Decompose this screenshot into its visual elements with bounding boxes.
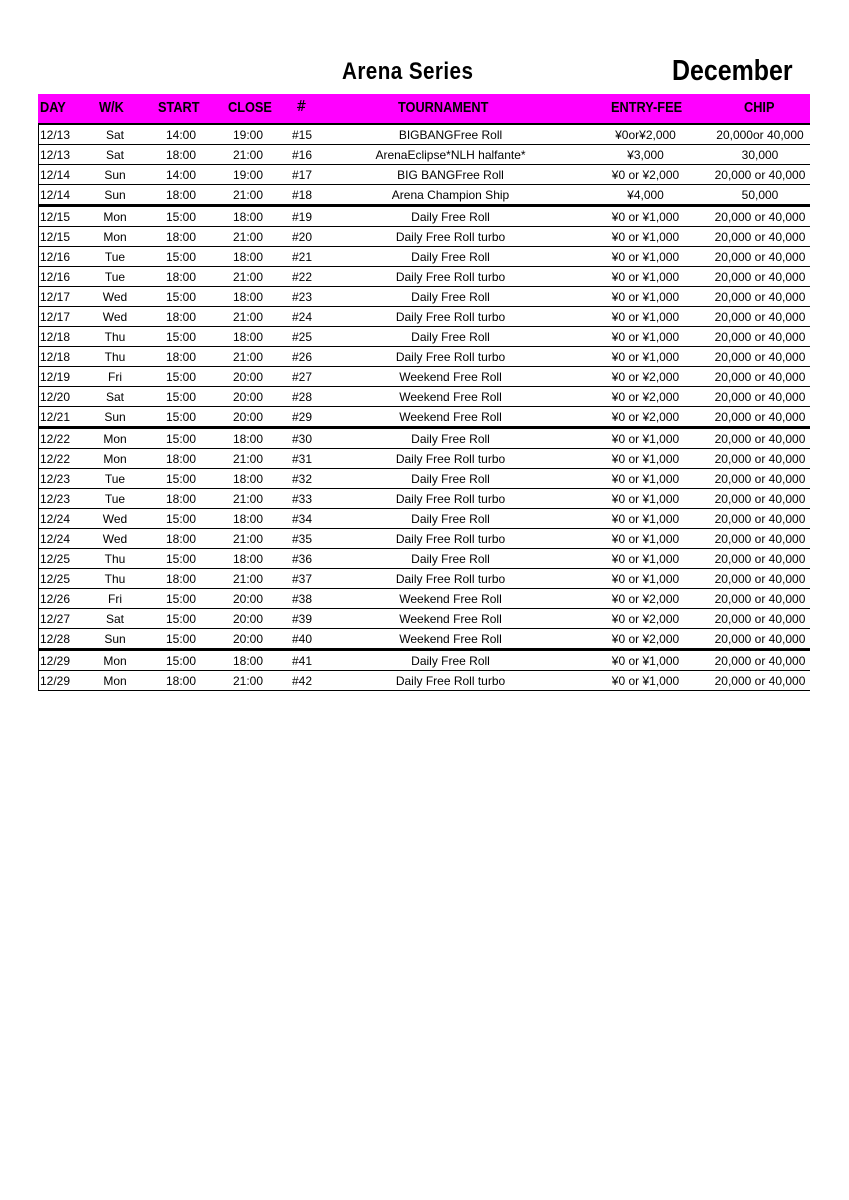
cell-tournament: Daily Free Roll: [411, 290, 490, 304]
cell-number: #15: [292, 128, 313, 142]
cell-tournament: Daily Free Roll: [411, 432, 490, 446]
cell-start: 15:00: [165, 632, 197, 646]
cell-tournament: BIG BANGFree Roll: [397, 168, 504, 182]
cell-tournament: BIGBANGFree Roll: [398, 128, 503, 142]
cell-day: 12/14: [40, 168, 71, 182]
cell-entry-fee: ¥0 or ¥1,000: [611, 290, 680, 304]
cell-tournament: Daily Free Roll: [411, 654, 490, 668]
cell-entry-fee: ¥0 or ¥1,000: [611, 552, 680, 566]
cell-chip: 20,000 or 40,000: [714, 370, 806, 384]
cell-chip: 20,000 or 40,000: [714, 390, 806, 404]
cell-close: 18:00: [232, 250, 264, 264]
table-row: [38, 651, 810, 671]
cell-close: 21:00: [232, 230, 264, 244]
cell-chip: 20,000 or 40,000: [714, 512, 806, 526]
cell-start: 15:00: [165, 472, 197, 486]
cell-entry-fee: ¥0 or ¥1,000: [611, 432, 680, 446]
cell-number: #19: [292, 210, 313, 224]
cell-close: 18:00: [232, 552, 264, 566]
table-row: [38, 227, 810, 247]
cell-entry-fee: ¥0 or ¥1,000: [611, 350, 680, 364]
table-body: [38, 125, 810, 691]
cell-start: 18:00: [165, 310, 197, 324]
cell-start: 15:00: [165, 512, 197, 526]
table-row: [38, 629, 810, 651]
table-row: [38, 307, 810, 327]
cell-chip: 20,000 or 40,000: [714, 674, 806, 688]
table-row: [38, 429, 810, 449]
cell-day: 12/13: [40, 148, 71, 162]
cell-tournament: Weekend Free Roll: [399, 632, 502, 646]
cell-number: #26: [292, 350, 313, 364]
cell-start: 18:00: [165, 188, 197, 202]
cell-start: 18:00: [165, 674, 197, 688]
header-chip: CHIP: [744, 99, 775, 116]
cell-chip: 20,000 or 40,000: [714, 612, 806, 626]
cell-day: 12/24: [40, 512, 71, 526]
cell-close: 21:00: [232, 572, 264, 586]
cell-day: 12/26: [40, 592, 71, 606]
cell-weekday: Mon: [103, 452, 127, 466]
cell-entry-fee: ¥0or¥2,000: [615, 128, 676, 142]
table-row: [38, 469, 810, 489]
table-row: [38, 247, 810, 267]
cell-chip: 20,000or 40,000: [716, 128, 804, 142]
table-row: [38, 449, 810, 469]
header-number: #: [296, 97, 307, 115]
cell-weekday: Wed: [102, 290, 128, 304]
cell-chip: 20,000 or 40,000: [714, 654, 806, 668]
cell-chip: 30,000: [741, 148, 779, 162]
table-row: [38, 125, 810, 145]
table-row: [38, 267, 810, 287]
cell-close: 20:00: [232, 592, 264, 606]
cell-weekday: Sat: [105, 148, 124, 162]
cell-number: #35: [292, 532, 313, 546]
cell-number: #42: [292, 674, 313, 688]
cell-number: #25: [292, 330, 313, 344]
cell-number: #20: [292, 230, 313, 244]
header-tournament: TOURNAMENT: [398, 99, 489, 116]
cell-weekday: Wed: [102, 310, 128, 324]
cell-close: 18:00: [232, 654, 264, 668]
cell-tournament: Daily Free Roll: [411, 330, 490, 344]
table-row: [38, 145, 810, 165]
cell-chip: 50,000: [741, 188, 779, 202]
cell-weekday: Mon: [103, 654, 127, 668]
cell-close: 21:00: [232, 532, 264, 546]
cell-entry-fee: ¥0 or ¥1,000: [611, 250, 680, 264]
cell-chip: 20,000 or 40,000: [714, 410, 806, 424]
table-row: [38, 185, 810, 207]
cell-start: 15:00: [165, 250, 197, 264]
schedule-table: [38, 94, 810, 691]
cell-weekday: Mon: [103, 674, 127, 688]
cell-weekday: Wed: [102, 512, 128, 526]
cell-start: 15:00: [165, 612, 197, 626]
cell-start: 15:00: [165, 410, 197, 424]
cell-chip: 20,000 or 40,000: [714, 168, 806, 182]
table-row: [38, 407, 810, 429]
table-row: [38, 165, 810, 185]
cell-number: #40: [292, 632, 313, 646]
cell-chip: 20,000 or 40,000: [714, 250, 806, 264]
cell-close: 20:00: [232, 632, 264, 646]
cell-number: #23: [292, 290, 313, 304]
cell-weekday: Tue: [104, 492, 126, 506]
cell-tournament: Weekend Free Roll: [399, 612, 502, 626]
cell-weekday: Mon: [103, 230, 127, 244]
cell-day: 12/19: [40, 370, 71, 384]
table-row: [38, 489, 810, 509]
cell-weekday: Tue: [104, 250, 126, 264]
cell-close: 20:00: [232, 390, 264, 404]
cell-entry-fee: ¥0 or ¥1,000: [611, 310, 680, 324]
cell-tournament: Daily Free Roll: [411, 210, 490, 224]
cell-tournament: Daily Free Roll turbo: [395, 532, 506, 546]
table-row: [38, 549, 810, 569]
cell-start: 18:00: [165, 148, 197, 162]
cell-day: 12/16: [40, 250, 71, 264]
cell-chip: 20,000 or 40,000: [714, 452, 806, 466]
cell-weekday: Fri: [108, 592, 122, 606]
cell-close: 18:00: [232, 330, 264, 344]
cell-day: 12/22: [40, 452, 71, 466]
cell-close: 19:00: [232, 168, 264, 182]
cell-day: 12/21: [40, 410, 71, 424]
table-row: [38, 367, 810, 387]
cell-entry-fee: ¥0 or ¥1,000: [611, 210, 680, 224]
cell-weekday: Sun: [104, 188, 126, 202]
cell-weekday: Sun: [104, 632, 126, 646]
month-title: December: [672, 55, 793, 87]
cell-tournament: Weekend Free Roll: [399, 390, 502, 404]
cell-close: 20:00: [232, 370, 264, 384]
cell-tournament: Daily Free Roll turbo: [395, 350, 506, 364]
cell-chip: 20,000 or 40,000: [714, 532, 806, 546]
cell-start: 15:00: [165, 370, 197, 384]
cell-day: 12/18: [40, 330, 71, 344]
cell-weekday: Wed: [102, 532, 128, 546]
cell-day: 12/15: [40, 210, 71, 224]
cell-weekday: Sat: [105, 612, 124, 626]
cell-chip: 20,000 or 40,000: [714, 432, 806, 446]
cell-entry-fee: ¥0 or ¥1,000: [611, 230, 680, 244]
cell-number: #22: [292, 270, 313, 284]
table-row: [38, 287, 810, 307]
cell-number: #31: [292, 452, 313, 466]
cell-chip: 20,000 or 40,000: [714, 330, 806, 344]
cell-close: 20:00: [232, 410, 264, 424]
cell-close: 20:00: [232, 612, 264, 626]
cell-chip: 20,000 or 40,000: [714, 592, 806, 606]
cell-chip: 20,000 or 40,000: [714, 310, 806, 324]
cell-number: #41: [292, 654, 313, 668]
cell-chip: 20,000 or 40,000: [714, 492, 806, 506]
cell-close: 21:00: [232, 452, 264, 466]
cell-entry-fee: ¥0 or ¥2,000: [611, 370, 680, 384]
cell-tournament: Arena Champion Ship: [391, 188, 510, 202]
cell-chip: 20,000 or 40,000: [714, 552, 806, 566]
cell-tournament: Daily Free Roll: [411, 552, 490, 566]
cell-close: 21:00: [232, 492, 264, 506]
cell-number: #38: [292, 592, 313, 606]
cell-day: 12/29: [40, 654, 71, 668]
cell-entry-fee: ¥0 or ¥2,000: [611, 612, 680, 626]
cell-close: 18:00: [232, 512, 264, 526]
cell-number: #28: [292, 390, 313, 404]
cell-start: 14:00: [165, 128, 197, 142]
cell-weekday: Mon: [103, 432, 127, 446]
table-header-row: [38, 94, 810, 125]
table-row: [38, 207, 810, 227]
cell-day: 12/13: [40, 128, 71, 142]
cell-weekday: Thu: [104, 350, 126, 364]
cell-entry-fee: ¥0 or ¥1,000: [611, 472, 680, 486]
cell-tournament: Weekend Free Roll: [399, 370, 502, 384]
cell-entry-fee: ¥0 or ¥1,000: [611, 270, 680, 284]
cell-close: 18:00: [232, 290, 264, 304]
cell-number: #27: [292, 370, 313, 384]
header-day: DAY: [40, 99, 66, 116]
header-entry-fee: ENTRY-FEE: [611, 99, 683, 116]
cell-tournament: Weekend Free Roll: [399, 410, 502, 424]
cell-tournament: ArenaEclipse*NLH halfante*: [375, 148, 526, 162]
cell-start: 18:00: [165, 270, 197, 284]
cell-number: #39: [292, 612, 313, 626]
cell-weekday: Thu: [104, 330, 126, 344]
table-row: [38, 327, 810, 347]
cell-number: #18: [292, 188, 313, 202]
cell-number: #24: [292, 310, 313, 324]
header-start: START: [158, 99, 200, 116]
cell-day: 12/24: [40, 532, 71, 546]
cell-entry-fee: ¥0 or ¥1,000: [611, 330, 680, 344]
cell-chip: 20,000 or 40,000: [714, 472, 806, 486]
cell-start: 18:00: [165, 492, 197, 506]
cell-day: 12/25: [40, 552, 71, 566]
cell-day: 12/23: [40, 472, 71, 486]
cell-weekday: Sun: [104, 168, 126, 182]
cell-weekday: Mon: [103, 210, 127, 224]
cell-tournament: Daily Free Roll: [411, 472, 490, 486]
cell-close: 19:00: [232, 128, 264, 142]
cell-day: 12/14: [40, 188, 71, 202]
table-row: [38, 347, 810, 367]
cell-close: 21:00: [232, 148, 264, 162]
cell-day: 12/20: [40, 390, 71, 404]
cell-weekday: Tue: [104, 472, 126, 486]
cell-tournament: Daily Free Roll turbo: [395, 492, 506, 506]
cell-entry-fee: ¥0 or ¥2,000: [611, 632, 680, 646]
cell-weekday: Sat: [105, 390, 124, 404]
cell-number: #32: [292, 472, 313, 486]
cell-close: 21:00: [232, 270, 264, 284]
cell-weekday: Tue: [104, 270, 126, 284]
table-row: [38, 387, 810, 407]
cell-weekday: Sat: [105, 128, 124, 142]
table-row: [38, 529, 810, 549]
cell-entry-fee: ¥0 or ¥1,000: [611, 654, 680, 668]
cell-day: 12/25: [40, 572, 71, 586]
cell-number: #17: [292, 168, 313, 182]
cell-tournament: Daily Free Roll turbo: [395, 452, 506, 466]
cell-tournament: Daily Free Roll: [411, 250, 490, 264]
cell-start: 18:00: [165, 230, 197, 244]
cell-number: #16: [292, 148, 313, 162]
cell-day: 12/17: [40, 290, 71, 304]
cell-start: 15:00: [165, 432, 197, 446]
cell-number: #33: [292, 492, 313, 506]
cell-entry-fee: ¥0 or ¥1,000: [611, 674, 680, 688]
header-wk: W/K: [99, 99, 124, 116]
table-row: [38, 671, 810, 691]
table-row: [38, 569, 810, 589]
cell-chip: 20,000 or 40,000: [714, 290, 806, 304]
cell-close: 21:00: [232, 310, 264, 324]
cell-entry-fee: ¥0 or ¥1,000: [611, 512, 680, 526]
cell-day: 12/23: [40, 492, 71, 506]
page-title: Arena Series: [342, 58, 474, 85]
cell-start: 18:00: [165, 350, 197, 364]
cell-start: 18:00: [165, 452, 197, 466]
cell-number: #30: [292, 432, 313, 446]
cell-day: 12/27: [40, 612, 71, 626]
cell-entry-fee: ¥0 or ¥1,000: [611, 532, 680, 546]
cell-tournament: Daily Free Roll turbo: [395, 310, 506, 324]
cell-close: 18:00: [232, 472, 264, 486]
cell-entry-fee: ¥0 or ¥2,000: [611, 390, 680, 404]
cell-number: #36: [292, 552, 313, 566]
header-close: CLOSE: [228, 99, 272, 116]
cell-day: 12/15: [40, 230, 71, 244]
cell-chip: 20,000 or 40,000: [714, 350, 806, 364]
cell-chip: 20,000 or 40,000: [714, 572, 806, 586]
cell-entry-fee: ¥0 or ¥1,000: [611, 572, 680, 586]
cell-start: 15:00: [165, 592, 197, 606]
cell-entry-fee: ¥3,000: [627, 148, 664, 162]
cell-close: 18:00: [232, 432, 264, 446]
cell-chip: 20,000 or 40,000: [714, 210, 806, 224]
cell-number: #34: [292, 512, 313, 526]
cell-day: 12/16: [40, 270, 71, 284]
cell-tournament: Daily Free Roll turbo: [395, 230, 506, 244]
cell-start: 15:00: [165, 552, 197, 566]
cell-start: 14:00: [165, 168, 197, 182]
cell-entry-fee: ¥4,000: [627, 188, 664, 202]
cell-start: 15:00: [165, 654, 197, 668]
cell-close: 21:00: [232, 350, 264, 364]
cell-start: 18:00: [165, 532, 197, 546]
cell-entry-fee: ¥0 or ¥1,000: [611, 452, 680, 466]
cell-weekday: Sun: [104, 410, 126, 424]
cell-weekday: Thu: [104, 552, 126, 566]
table-row: [38, 509, 810, 529]
cell-number: #29: [292, 410, 313, 424]
cell-tournament: Daily Free Roll turbo: [395, 674, 506, 688]
cell-weekday: Thu: [104, 572, 126, 586]
cell-entry-fee: ¥0 or ¥2,000: [611, 168, 680, 182]
cell-tournament: Daily Free Roll turbo: [395, 572, 506, 586]
cell-number: #37: [292, 572, 313, 586]
cell-start: 15:00: [165, 290, 197, 304]
cell-close: 21:00: [232, 188, 264, 202]
cell-start: 15:00: [165, 210, 197, 224]
cell-entry-fee: ¥0 or ¥2,000: [611, 592, 680, 606]
cell-weekday: Fri: [108, 370, 122, 384]
cell-entry-fee: ¥0 or ¥2,000: [611, 410, 680, 424]
cell-chip: 20,000 or 40,000: [714, 230, 806, 244]
cell-tournament: Weekend Free Roll: [399, 592, 502, 606]
cell-tournament: Daily Free Roll: [411, 512, 490, 526]
cell-day: 12/22: [40, 432, 71, 446]
cell-day: 12/29: [40, 674, 71, 688]
table-row: [38, 609, 810, 629]
cell-chip: 20,000 or 40,000: [714, 270, 806, 284]
cell-entry-fee: ¥0 or ¥1,000: [611, 492, 680, 506]
cell-start: 18:00: [165, 572, 197, 586]
cell-start: 15:00: [165, 390, 197, 404]
cell-chip: 20,000 or 40,000: [714, 632, 806, 646]
cell-tournament: Daily Free Roll turbo: [395, 270, 506, 284]
table-row: [38, 589, 810, 609]
cell-day: 12/28: [40, 632, 71, 646]
cell-day: 12/17: [40, 310, 71, 324]
cell-number: #21: [292, 250, 313, 264]
cell-close: 21:00: [232, 674, 264, 688]
cell-day: 12/18: [40, 350, 71, 364]
cell-start: 15:00: [165, 330, 197, 344]
cell-close: 18:00: [232, 210, 264, 224]
